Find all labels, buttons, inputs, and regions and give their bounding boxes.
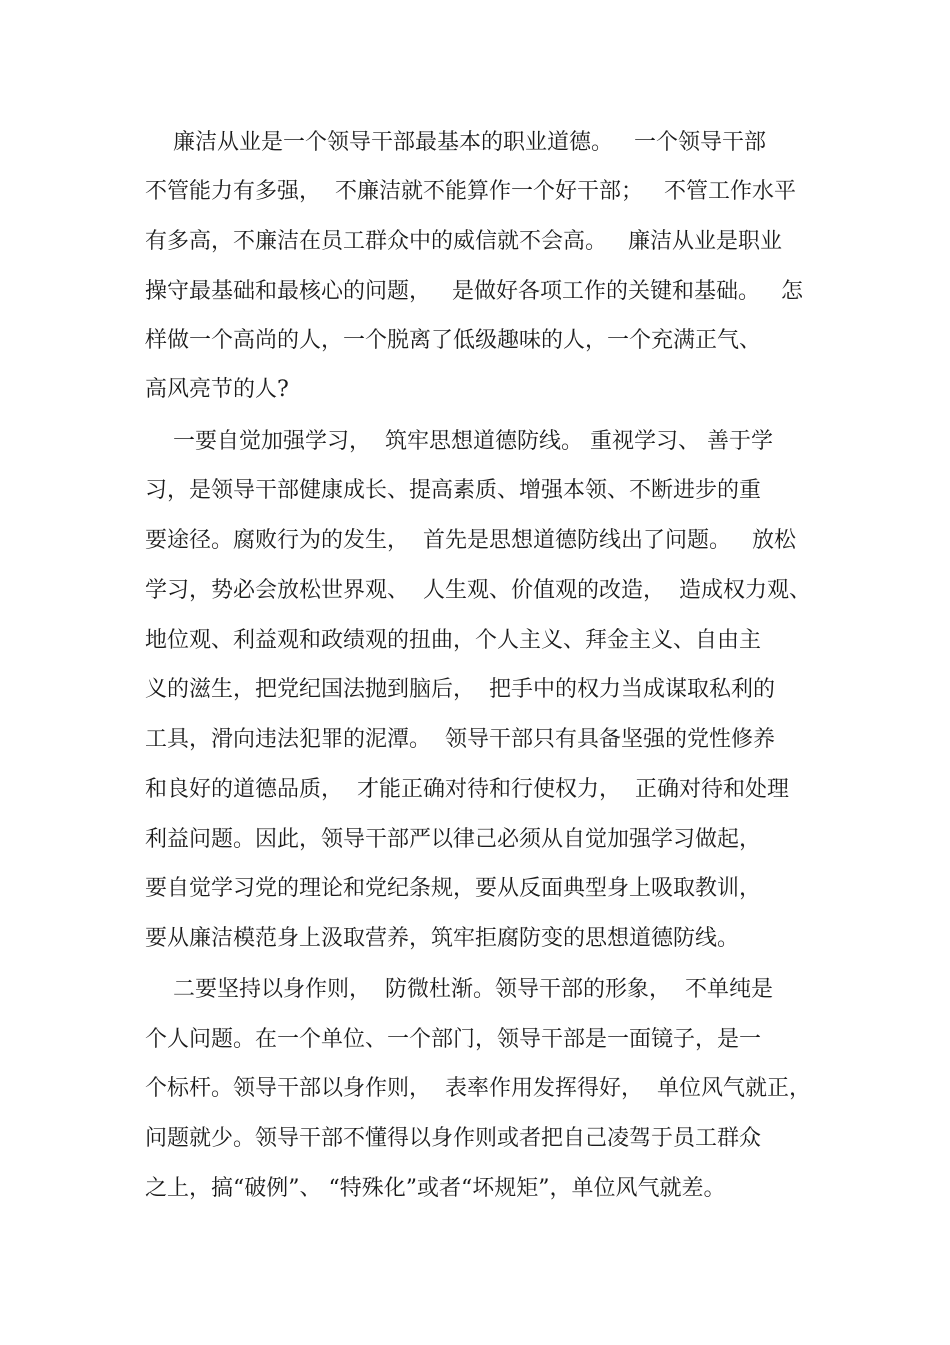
text-line: 和良好的道德品质， 才能正确对待和行使权力， 正确对待和处理 xyxy=(145,777,789,802)
text-line: 一要自觉加强学习， 筑牢思想道德防线。 重视学习、 善于学 xyxy=(145,429,773,454)
text-line: 要途径。腐败行为的发生， 首先是思想道德防线出了问题。 放松 xyxy=(145,528,796,553)
text-line: 要自觉学习党的理论和党纪条规，要从反面典型身上吸取教训， xyxy=(145,876,762,901)
text-line: 操守最基础和最核心的问题， 是做好各项工作的关键和基础。 怎 xyxy=(145,279,803,304)
text-line: 问题就少。领导干部不懂得以身作则或者把自己凌驾于员工群众 xyxy=(145,1126,762,1151)
text-line: 不管能力有多强， 不廉洁就不能算作一个好干部； 不管工作水平 xyxy=(145,179,796,204)
text-line: 个标杆。领导干部以身作则， 表率作用发挥得好， 单位风气就正， xyxy=(145,1076,811,1101)
text-line: 高风亮节的人? xyxy=(145,377,289,402)
text-line: 个人问题。在一个单位、一个部门，领导干部是一面镜子，是一 xyxy=(145,1027,762,1052)
text-line: 学习，势必会放松世界观、 人生观、价值观的改造， 造成权力观、 xyxy=(145,578,811,603)
text-line: 地位观、利益观和政绩观的扭曲，个人主义、拜金主义、自由主 xyxy=(145,628,762,653)
text-line: 义的滋生，把党纪国法抛到脑后， 把手中的权力当成谋取私利的 xyxy=(145,677,775,702)
text-line: 样做一个高尚的人，一个脱离了低级趣味的人，一个充满正气、 xyxy=(145,328,762,353)
text-line: 有多高，不廉洁在员工群众中的威信就不会高。 廉洁从业是职业 xyxy=(145,229,782,254)
text-line: 廉洁从业是一个领导干部最基本的职业道德。 一个领导干部 xyxy=(145,130,766,155)
text-line: 利益问题。因此，领导干部严以律己必须从自觉加强学习做起， xyxy=(145,827,762,852)
text-line: 要从廉洁模范身上汲取营养，筑牢拒腐防变的思想道德防线。 xyxy=(145,926,740,951)
text-line: 之上，搞“破例”、 “特殊化”或者“坏规矩”，单位风气就差。 xyxy=(145,1176,726,1201)
text-line: 习，是领导干部健康成长、提高素质、增强本领、不断进步的重 xyxy=(145,478,762,503)
text-line: 二要坚持以身作则， 防微杜渐。领导干部的形象， 不单纯是 xyxy=(145,977,773,1002)
text-line: 工具，滑向违法犯罪的泥潭。 领导干部只有具备坚强的党性修养 xyxy=(145,727,775,752)
